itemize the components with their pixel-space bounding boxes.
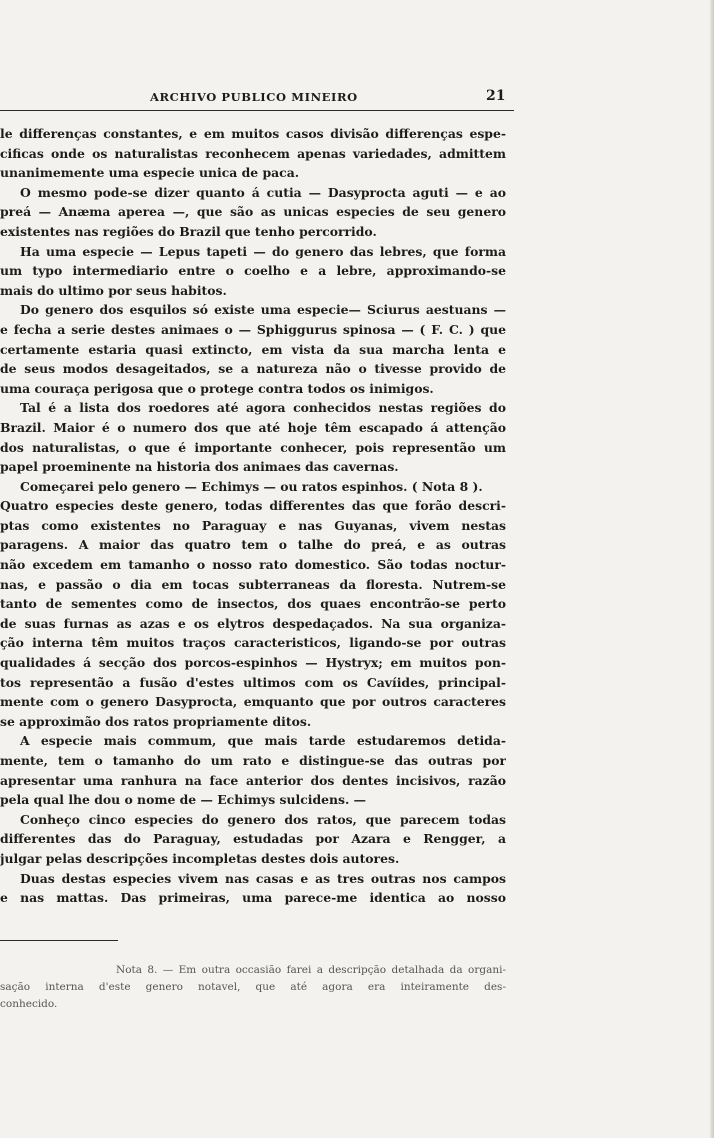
text-line: unanimemente uma especie unica de paca.: [0, 165, 300, 181]
text-line: pela qual lhe dou o nome de — Echimys sulcidens. —: [0, 792, 367, 808]
page-edge-shadow: [710, 0, 714, 1138]
text-line: tos representão a fusão d'estes ultimos com os Cavíides, principal-: [0, 674, 506, 690]
header-rule: [0, 110, 514, 111]
footnote-rule: [0, 940, 118, 941]
text-line: de suas furnas as azas e os elytros despedaçados. Na sua organiza-: [0, 615, 506, 631]
text-line: mente, tem o tamanho do um rato e distingue-se das outras por: [0, 753, 506, 768]
text-line: Tal é a lista dos roedores até agora conhecidos nestas regiões do: [20, 400, 506, 416]
text-line: nas, e passão o dia em tocas subterraneas da floresta. Nutrem-se: [0, 576, 506, 592]
text-line: e fecha a serie destes animaes o — Sphiggurus spinosa — ( F. C. ) que: [0, 321, 506, 337]
text-line: Começarei pelo genero — Echimys — ou ratos espinhos. ( Nota 8 ).: [20, 478, 483, 494]
text-line: e nas mattas. Das primeiras, uma parece-me identica ao nosso: [0, 890, 506, 906]
text-line: mente com o genero Dasyprocta, emquanto que por outros caracteres: [0, 694, 506, 710]
text-line: Conheço cinco especies do genero dos ratos, que parecem todas: [20, 811, 506, 827]
footnote: [0, 962, 506, 1013]
text-line: ção interna têm muitos traços caracteristicos, ligando-se por outras: [0, 635, 506, 651]
text-line: paragens. A maior das quatro tem o talhe do preá, e as outras: [0, 537, 506, 553]
text-line: tanto de sementes como de insectos, dos quaes encontrão-se perto: [0, 596, 506, 612]
text-line: Do genero dos esquilos só existe uma especie— Sciurus aestuans —: [20, 302, 506, 318]
footnote-line: Nota 8. — Em outra occasião farei a descripção detalhada da organi-: [116, 964, 506, 976]
text-line: certamente estaria quasi extincto, em vista da sua marcha lenta e: [0, 341, 506, 357]
text-line: se approximão dos ratos propriamente ditos.: [0, 713, 312, 729]
text-line: Brazil. Maior é o numero dos que até hoje têm escapado á attenção: [0, 419, 506, 435]
page-header: [0, 90, 520, 110]
text-line: existentes nas regiões do Brazil que tenho percorrido.: [0, 223, 377, 239]
text-line: preá — Anæma aperea —, que são as unicas especies de seu genero: [0, 204, 506, 220]
text-line: cificas onde os naturalistas reconhecem apenas variedades, admittem: [0, 145, 506, 161]
text-line: Quatro especies deste genero, todas differentes das que forão descri-: [0, 498, 506, 514]
text-line: apresentar uma ranhura na face anterior dos dentes incisivos, razão: [0, 772, 506, 788]
page-number: 21: [486, 88, 506, 104]
text-line: differentes das do Paraguay, estudadas por Azara e Rengger, a: [0, 831, 506, 847]
text-line: Duas destas especies vivem nas casas e as tres outras nos campos: [20, 870, 506, 886]
text-line: O mesmo pode-se dizer quanto á cutia — Dasyprocta aguti — e ao: [20, 184, 506, 200]
footnote-line: sação interna d'este genero notavel, que até agora era inteiramente des-: [0, 981, 506, 993]
text-line: dos naturalistas, o que é importante conhecer, pois representão um: [0, 439, 506, 455]
text-line: le differenças constantes, e em muitos casos divisão differenças espe-: [0, 126, 506, 141]
text-line: um typo intermediario entre o coelho e a lebre, approximando-se: [0, 263, 506, 279]
text-line: uma couraça perigosa que o protege contra todos os inimigos.: [0, 380, 434, 396]
running-title: ARCHIVO PUBLICO MINEIRO: [150, 90, 358, 104]
text-line: papel proeminente na historia dos animaes das cavernas.: [0, 459, 399, 475]
text-line: julgar pelas descripções incompletas destes dois autores.: [0, 850, 400, 866]
text-line: ptas como existentes no Paraguay e nas Guyanas, vivem nestas: [0, 517, 506, 533]
text-line: A especie mais commum, que mais tarde estudaremos detida-: [20, 733, 506, 749]
text-line: Ha uma especie — Lepus tapeti — do genero das lebres, que forma: [20, 243, 506, 259]
footnote-line: conhecido.: [0, 998, 58, 1010]
text-line: não excedem em tamanho o nosso rato domestico. São todas noctur-: [0, 557, 506, 573]
text-line: qualidades á secção dos porcos-espinhos — Hystryx; em muitos pon-: [0, 655, 506, 671]
body-text: [0, 124, 506, 908]
text-line: de seus modos desageitados, se a natureza não o tivesse provido de: [0, 361, 506, 377]
text-line: mais do ultimo por seus habitos.: [0, 282, 227, 298]
